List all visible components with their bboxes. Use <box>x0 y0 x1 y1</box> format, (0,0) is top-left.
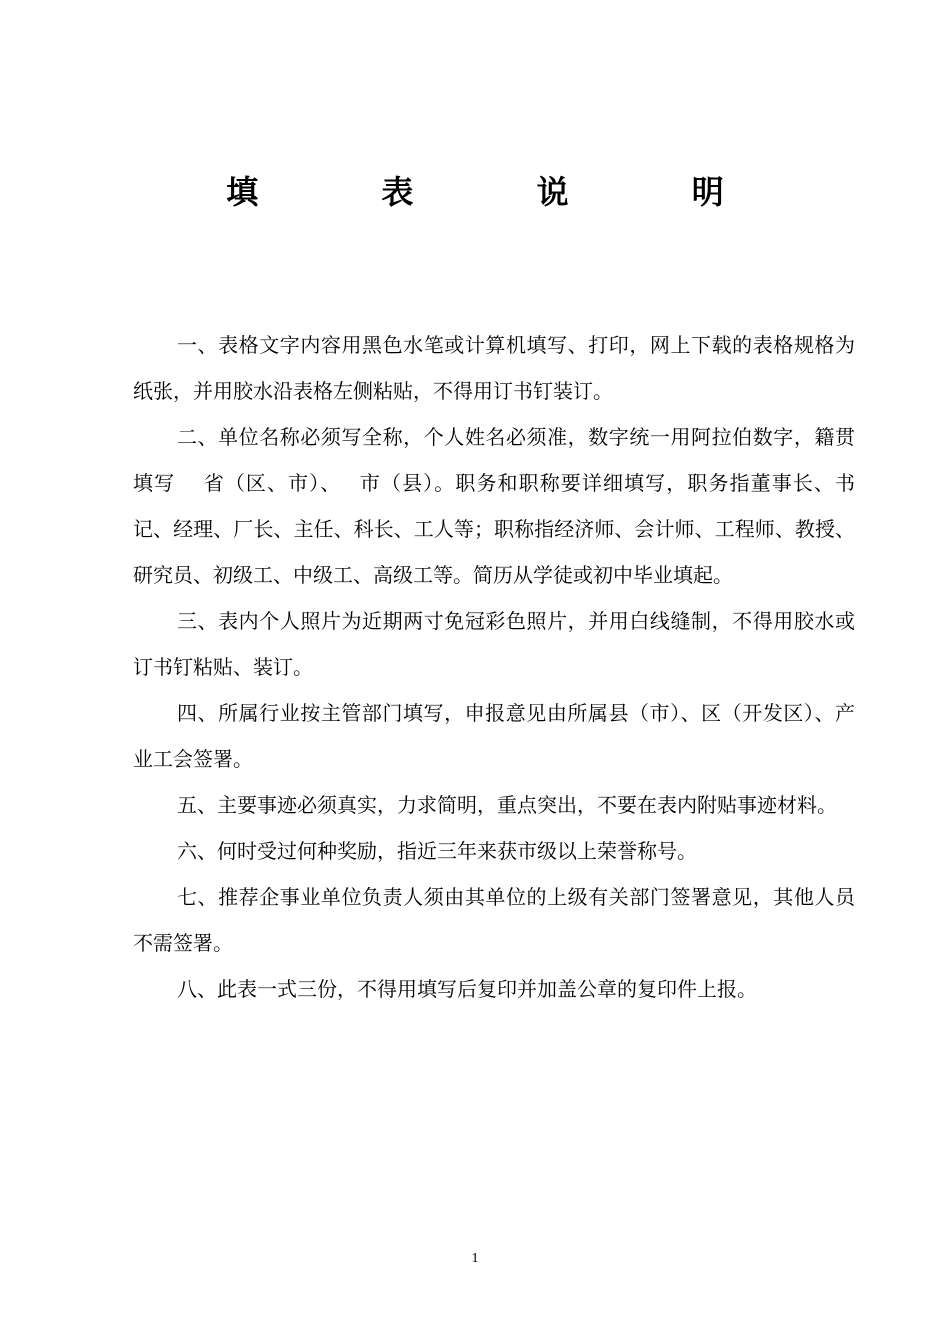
instruction-paragraph-8: 八、此表一式三份，不得用填写后复印并加盖公章的复印件上报。 <box>177 977 757 1001</box>
page-title: 填 表 说 明 <box>226 173 780 211</box>
instruction-paragraph-2: 二、单位名称必须写全称，个人姓名必须准，数字统一用阿拉伯数字，籍贯填写 省（区、市）、 市（县）。职务和职称要详细填写，职务指董事长、书记、经理、厂长、主任、科长、工人等；职称指经济师、会计师、工程师、教授、研究员、初级工、中级工、高级工等。简历从学徒或初中毕业填起。 <box>133 425 855 587</box>
instruction-paragraph-6: 六、何时受过何种奖励，指近三年来获市级以上荣誉称号。 <box>177 839 697 863</box>
instruction-paragraph-7: 七、推荐企事业单位负责人须由其单位的上级有关部门签署意见，其他人员不需签署。 <box>133 885 855 955</box>
instruction-paragraph-4: 四、所属行业按主管部门填写，申报意见由所属县（市）、区（开发区）、产业工会签署。 <box>133 701 855 771</box>
instruction-paragraph-1: 一、表格文字内容用黑色水笔或计算机填写、打印，网上下载的表格规格为 纸张，并用胶水沿表格左侧粘贴，不得用订书钉装订。 <box>133 333 882 403</box>
instruction-paragraph-5: 五、主要事迹必须真实，力求简明，重点突出，不要在表内附贴事迹材料。 <box>177 793 837 817</box>
instructions-body <box>133 322 882 1012</box>
page-number: 1 <box>471 1251 479 1266</box>
instruction-paragraph-3: 三、表内个人照片为近期两寸免冠彩色照片，并用白线缝制，不得用胶水或订书钉粘贴、装订。 <box>133 609 855 679</box>
